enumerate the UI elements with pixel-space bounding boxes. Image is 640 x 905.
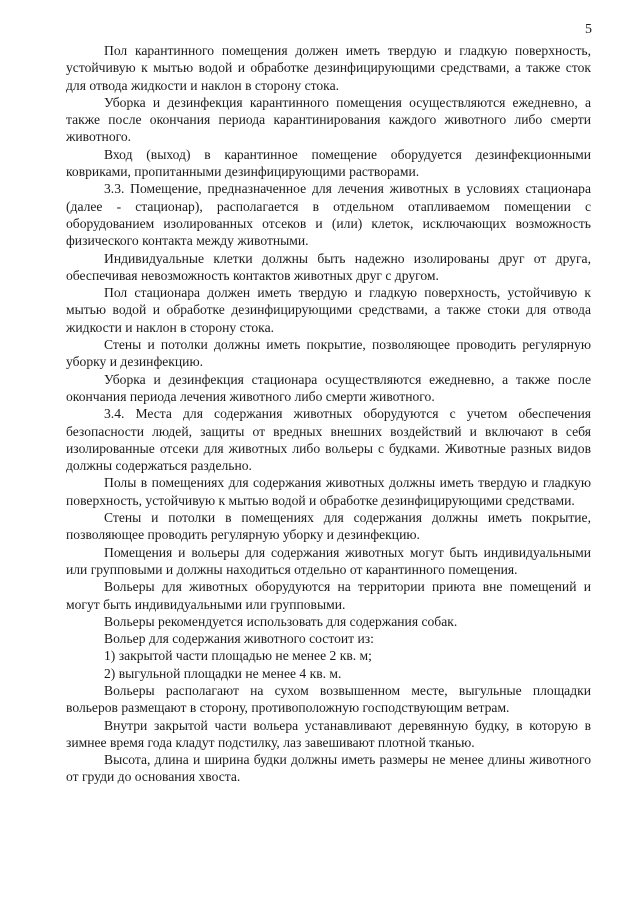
list-item-closed-part: 1) закрытой части площадью не менее 2 кв. м; xyxy=(104,648,372,664)
paragraph-section-3-3: 3.3. Помещение, предназначенное для лечения животных в условиях стационара (далее - стационар), располагается в отдельном отапливаемом помещении с оборудованием изолированных отсеков и (или) клеток, исключающих возможность физического контакта между животными. xyxy=(66,181,591,249)
paragraph-quarantine-cleaning: Уборка и дезинфекция карантинного помещения осуществляются ежедневно, а также после окончания периода карантинирования каждого животного либо смерти животного. xyxy=(66,94,591,145)
paragraph-enclosure-placement: Вольеры располагают на сухом возвышенном месте, выгульные площадки вольеров размещают в сторону, противоположную господствующим ветрам. xyxy=(66,682,591,716)
paragraph-outdoor-enclosures: Вольеры для животных оборудуются на территории приюта вне помещений и могут быть индивидуальными или групповыми. xyxy=(66,579,591,612)
paragraph-enclosures-for-dogs: Вольеры рекомендуется использовать для содержания собак. xyxy=(104,613,458,629)
paragraph-kennel-size: Высота, длина и ширина будки должны иметь размеры не менее длины животного от груди до основания хвоста. xyxy=(66,752,591,785)
paragraph-hospital-cleaning: Уборка и дезинфекция стационара осуществляются ежедневно, а также после окончания периода лечения животного либо смерти животного. xyxy=(66,371,591,404)
page-number: 5 xyxy=(585,22,592,37)
paragraph-housing-walls: Стены и потолки в помещениях для содержания должны иметь покрытие, позволяющее проводить регулярную уборку и дезинфекцию. xyxy=(66,510,591,543)
paragraph-hospital-walls: Стены и потолки должны иметь покрытие, позволяющее проводить регулярную уборку и дезинфекцию. xyxy=(66,337,591,370)
paragraph-hospital-floor: Пол стационара должен иметь твердую и гладкую поверхность, устойчивую к мытью водой и обработке дезинфицирующими средствами, а также стоки для отвода жидкости и наклон в сторону стока. xyxy=(66,285,591,335)
paragraph-quarantine-entrance: Вход (выход) в карантинное помещение оборудуется дезинфекционными ковриками, пропитанными дезинфицирующими растворами. xyxy=(66,146,591,180)
paragraph-kennel: Внутри закрытой части вольера устанавливают деревянную будку, в которую в зимнее время года кладут подстилку, лаз завешивают плотной тканью. xyxy=(66,717,591,750)
paragraph-rooms-and-enclosures: Помещения и вольеры для содержания животных могут быть индивидуальными или групповыми и должны находиться отдельно от карантинного помещения. xyxy=(66,544,591,577)
paragraph-individual-cages: Индивидуальные клетки должны быть надежно изолированы друг от друга, обеспечивая невозможность контактов животных друг с другом. xyxy=(66,250,591,283)
paragraph-section-3-4: 3.4. Места для содержания животных оборудуются с учетом обеспечения безопасности людей, защиты от вредных внешних воздействий и включают в себя изолированные отсеки для животных либо вольеры с будками. Животные разных видов должны содержаться раздельно. xyxy=(66,406,591,474)
paragraph-enclosure-composition: Вольер для содержания животного состоит из: xyxy=(104,631,374,647)
document-body xyxy=(66,42,591,786)
list-item-walking-area: 2) выгульной площадки не менее 4 кв. м. xyxy=(104,665,342,681)
paragraph-quarantine-floor: Пол карантинного помещения должен иметь твердую и гладкую поверхность, устойчивую к мытью водой и обработке дезинфицирующими средствами, а также сток для отвода жидкости и наклон в сторону стока. xyxy=(66,43,591,93)
paragraph-housing-floors: Полы в помещениях для содержания животных должны иметь твердую и гладкую поверхность, устойчивую к мытью водой и обработке дезинфицирующими средствами. xyxy=(66,475,591,508)
